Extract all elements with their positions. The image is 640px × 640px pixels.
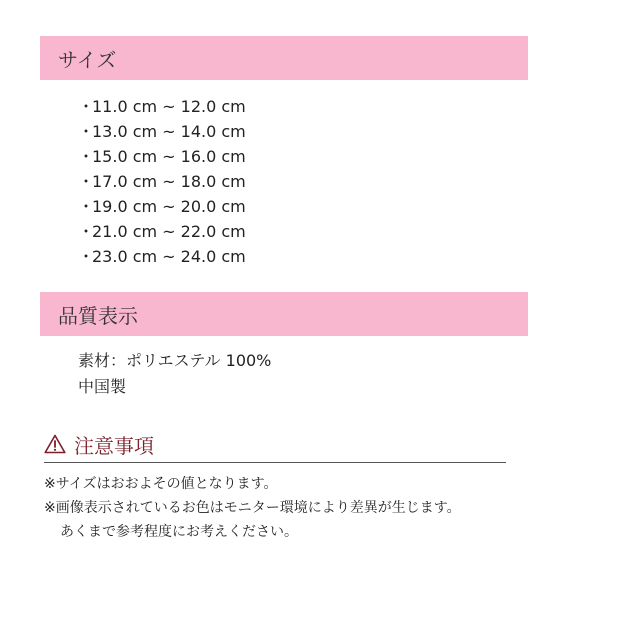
caution-section-header: [44, 428, 154, 460]
size-list-item: ・ 17.0 cm ~ 18.0 cm: [78, 169, 246, 194]
size-section-header: [40, 36, 528, 80]
size-section-title: サイズ: [58, 47, 117, 72]
size-list-item: ・ 21.0 cm ~ 22.0 cm: [78, 219, 246, 244]
quality-section-header: [40, 292, 528, 336]
caution-section-title: 注意事項: [74, 433, 154, 458]
origin-text: 中国製: [78, 377, 127, 396]
caution-note: ※サイズはおおよその値となります。: [44, 476, 278, 492]
size-list-item: ・ 23.0 cm ~ 24.0 cm: [78, 244, 246, 269]
size-list-item: ・ 19.0 cm ~ 20.0 cm: [78, 194, 246, 219]
caution-divider: [44, 462, 506, 463]
size-list-item: ・ 11.0 cm ~ 12.0 cm: [78, 94, 246, 119]
quality-section-title: 品質表示: [58, 303, 138, 328]
size-list: [78, 94, 246, 269]
size-list-item: ・ 15.0 cm ~ 16.0 cm: [78, 144, 246, 169]
caution-notes: [44, 472, 461, 544]
material-text: 素材：ポリエステル 100%: [78, 351, 272, 370]
size-list-item: ・ 13.0 cm ~ 14.0 cm: [78, 119, 246, 144]
caution-note: ※画像表示されているお色はモニター環境により差異が生じます。: [44, 500, 461, 516]
quality-details: [78, 348, 271, 400]
caution-note: あくまで参考程度にお考えください。: [60, 524, 298, 540]
warning-triangle-icon: [44, 434, 66, 454]
